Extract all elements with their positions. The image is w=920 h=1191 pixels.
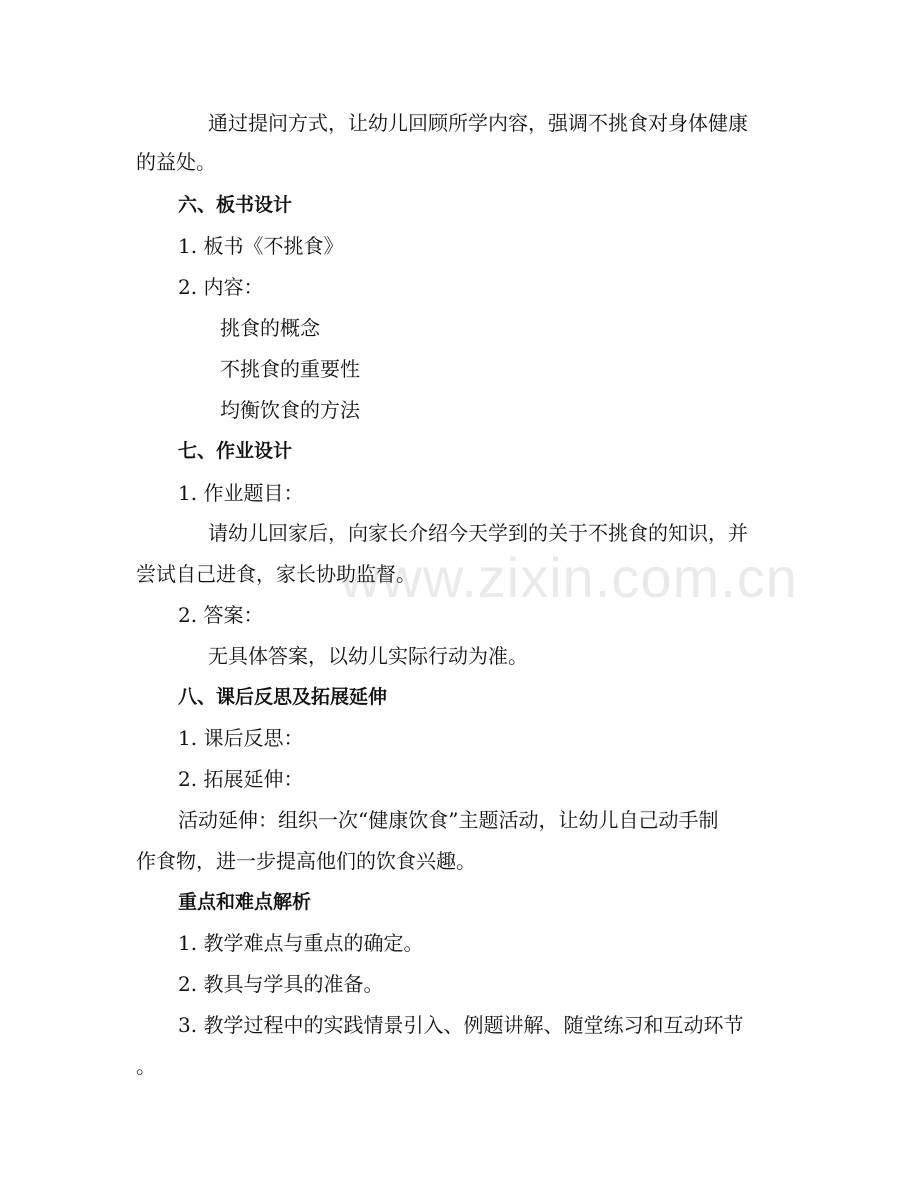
content-item-balanced-diet: 均衡饮食的方法 [220,398,360,422]
paragraph-review-line2: 的益处。 [136,150,216,174]
list-item-blackboard-title: 1. 板书《不挑食》 [178,234,344,258]
homework-text-line2: 尝试自己进食，家长协助监督。 [136,562,416,586]
paragraph-review-line1: 通过提问方式，让幼儿回顾所学内容，强调不挑食对身体健康 [208,111,748,135]
list-item-reflection: 1. 课后反思： [178,726,304,750]
heading-key-points: 重点和难点解析 [178,891,312,913]
list-item-key-point-3: 3. 教学过程中的实践情景引入、例题讲解、随堂练习和互动环节 [178,1013,744,1037]
heading-reflection-extension: 八、课后反思及拓展延伸 [178,686,388,708]
answer-text: 无具体答案，以幼儿实际行动为准。 [208,644,528,668]
list-item-content-label: 2. 内容： [178,275,264,299]
list-item-homework-topic: 1. 作业题目： [178,481,304,505]
list-item-answer-label: 2. 答案： [178,603,264,627]
extension-text-line2: 作食物，进一步提高他们的饮食兴趣。 [136,849,476,873]
heading-blackboard-design: 六、板书设计 [178,194,293,216]
content-item-importance: 不挑食的重要性 [220,357,360,381]
list-item-key-point-2: 2. 教具与学具的准备。 [178,972,384,996]
key-point-3-continuation: 。 [136,1054,156,1078]
homework-text-line1: 请幼儿回家后，向家长介绍今天学到的关于不挑食的知识，并 [208,521,748,545]
heading-homework-design: 七、作业设计 [178,440,293,462]
list-item-extension: 2. 拓展延伸： [178,767,304,791]
watermark: www.zixin.com.cn [340,546,798,609]
extension-text-line1: 活动延伸：组织一次“健康饮食”主题活动，让幼儿自己动手制 [178,808,719,832]
content-item-picky-concept: 挑食的概念 [220,316,320,340]
list-item-key-point-1: 1. 教学难点与重点的确定。 [178,931,424,955]
